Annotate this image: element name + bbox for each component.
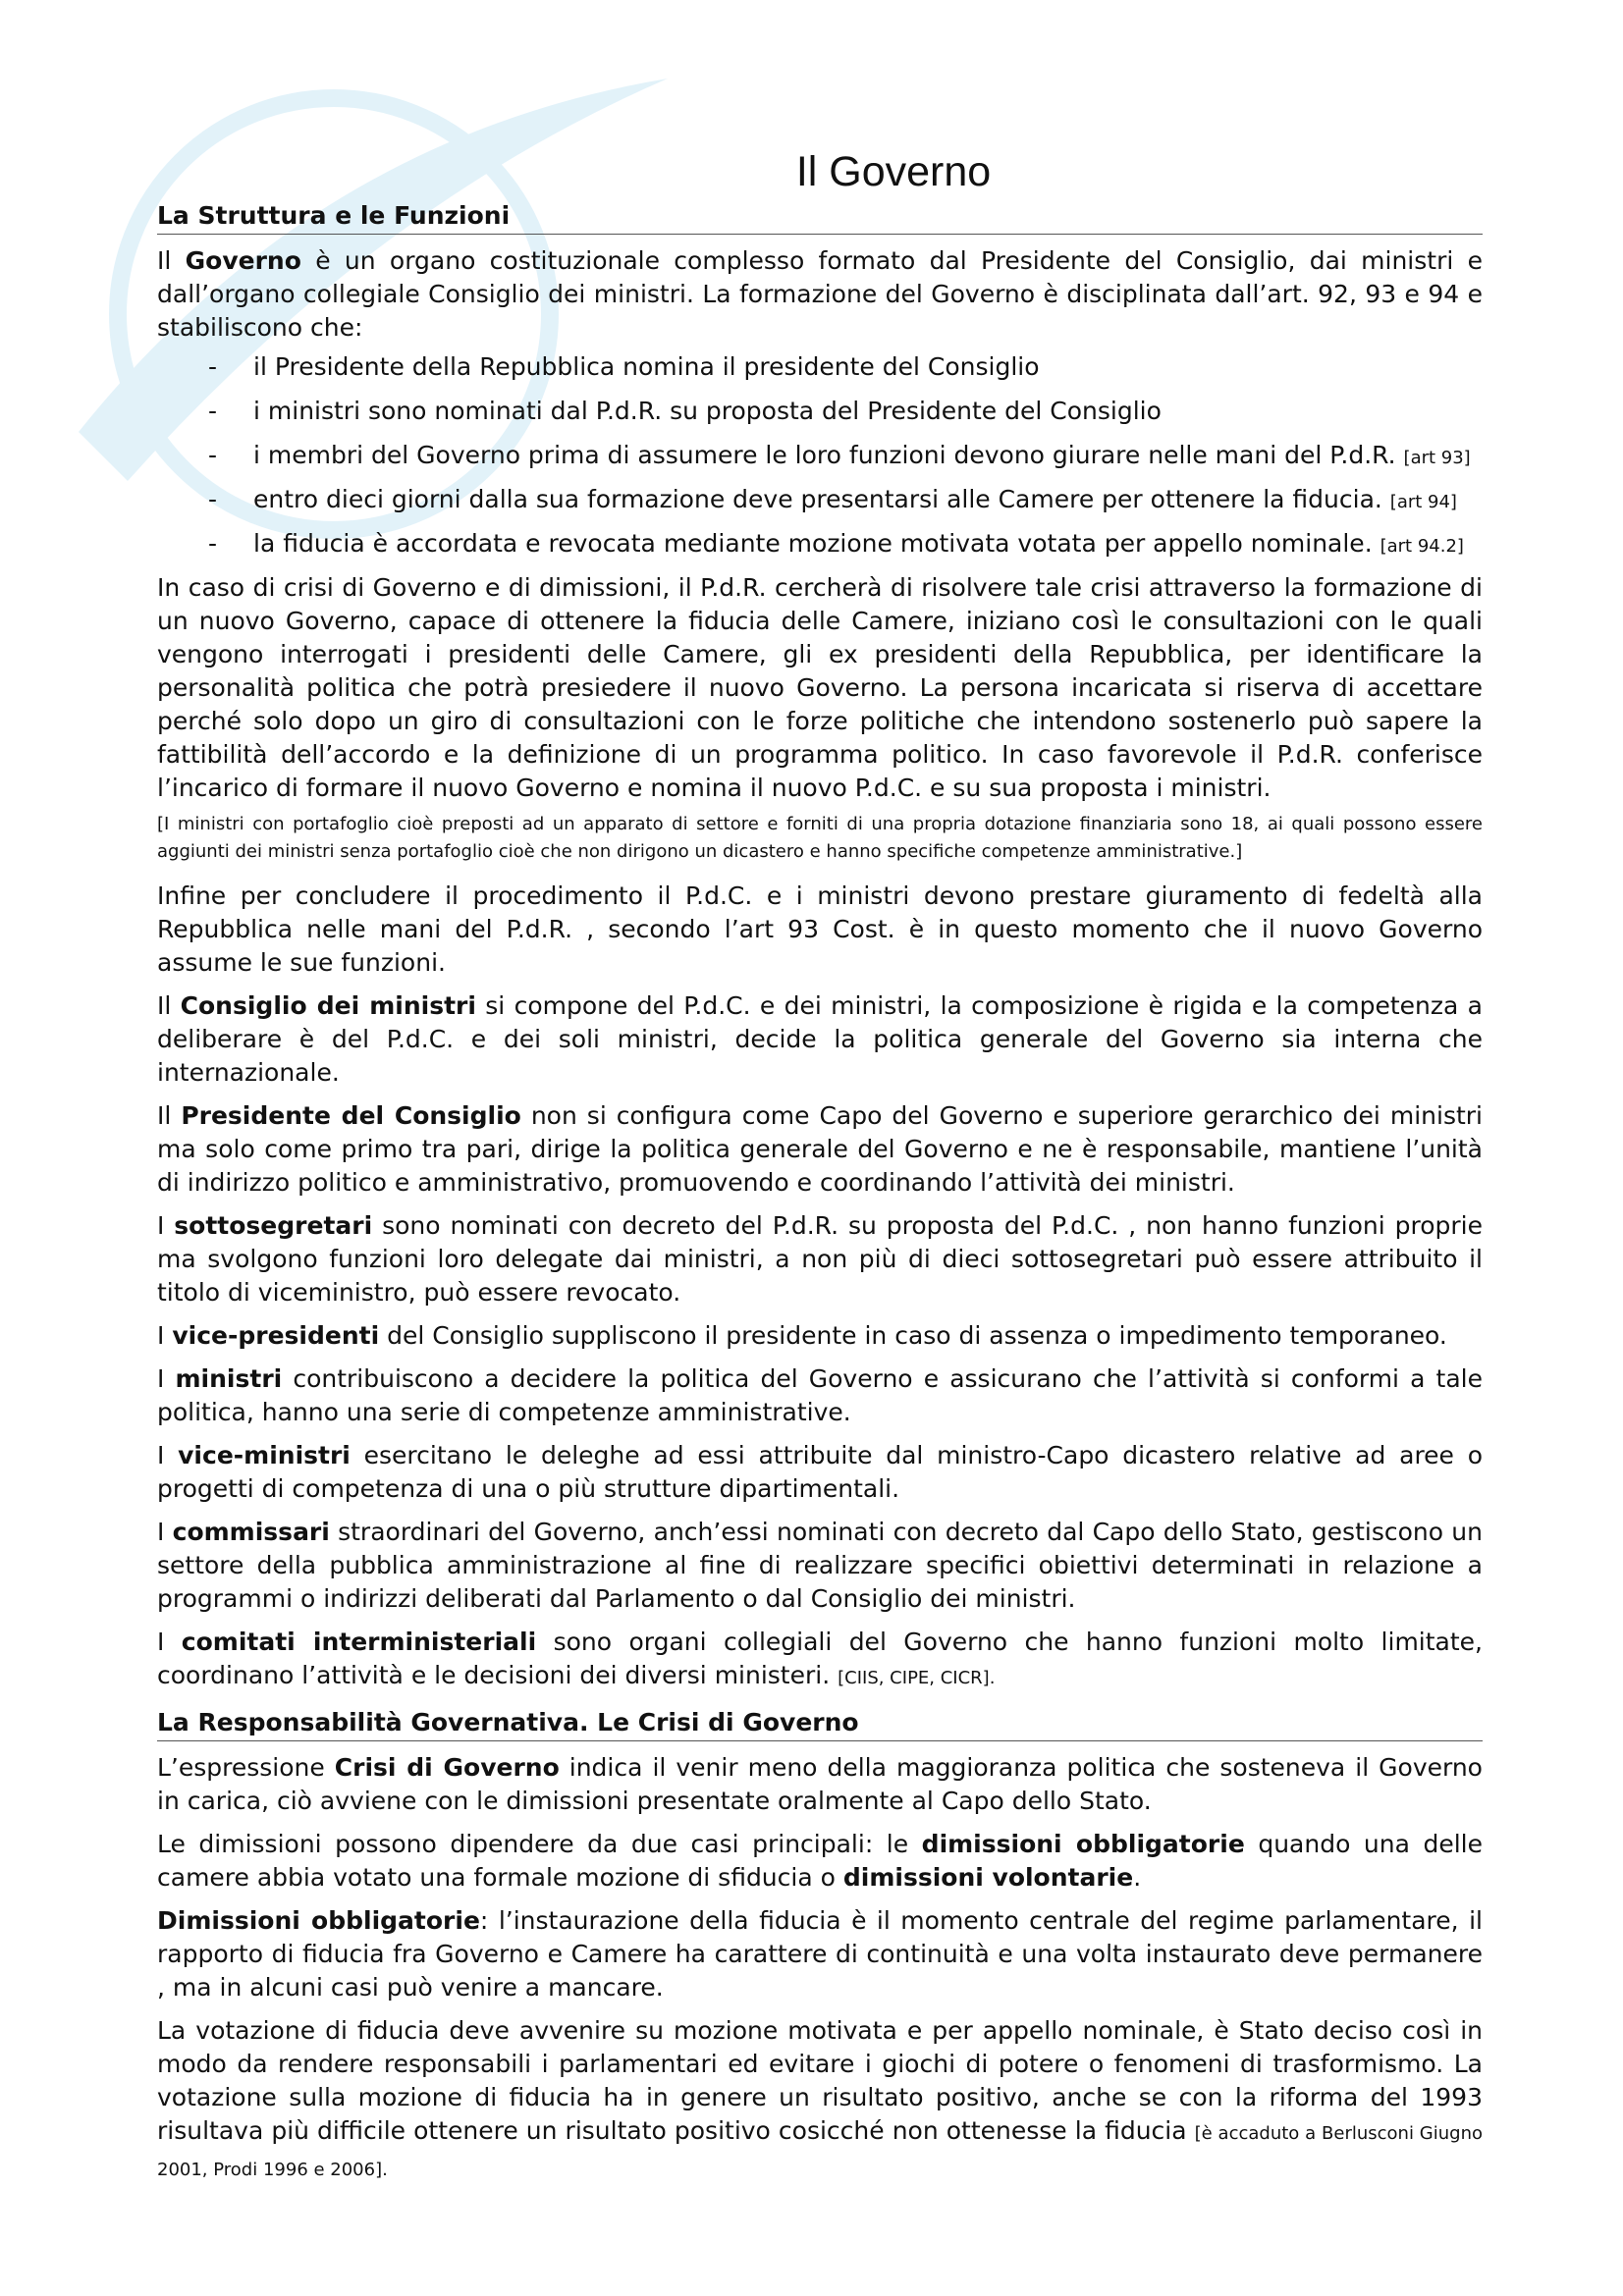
presidente-paragraph: Il Presidente del Consiglio non si configura come Capo del Governo e superiore gerarchico dei ministri ma solo come primo tra pari, dirige la politica generale del Governo e ne è responsabile, mantiene l’unità di indirizzo politico e amministrativo, promuovendo e coordinando l’attività dei ministri. xyxy=(157,1100,1483,1197)
dimissioni-obbligatorie-paragraph: Dimissioni obbligatorie: l’instaurazione della fiducia è il momento centrale del regime parlamentare, il rapporto di fiducia fra Governo e Camere ha carattere di continuità e una volta instaurato deve permanere , ma in alcuni casi può venire a mancare. xyxy=(157,1906,1483,2002)
section-heading-struttura: La Struttura e le Funzioni xyxy=(157,200,1483,235)
ministri-note: [I ministri con portafoglio cioè preposti ad un apparato di settore e forniti di una propria dotazione finanziaria sono 18, ai quali possono essere aggiunti dei ministri senza portafoglio cioè che non dirigono un dicastero e hanno specifiche competenze amministrative.] xyxy=(157,813,1483,862)
consiglio-paragraph: Il Consiglio dei ministri si compone del P.d.C. e dei ministri, la composizione è rigida e la competenza a deliberare è del P.d.C. e dei soli ministri, decide la politica generale del Governo sia interna che internazionale. xyxy=(157,990,1483,1087)
list-item: - il Presidente della Repubblica nomina il presidente del Consiglio xyxy=(208,351,1040,381)
votazione-paragraph: La votazione di fiducia deve avvenire su mozione motivata e per appello nominale, è Stato deciso così in modo da rendere responsabili i parlamentari ed evitare i giochi di potere o fenomeni di trasformismo. La votazione sulla mozione di fiducia ha in genere un risultato positivo, anche se con la riforma del 1993 risultava più difficile ottenere un risultato positivo cosicché non ottenesse la fiducia [è accaduto a Berlusconi Giugno 2001, Prodi 1996 e 2006]. xyxy=(157,2016,1483,2181)
dimissioni-paragraph: Le dimissioni possono dipendere da due casi principali: le dimissioni obbligatorie quando una delle camere abbia votato una formale mozione di sfiducia o dimissioni volontarie. xyxy=(157,1830,1483,1893)
page-title: Il Governo xyxy=(795,148,992,195)
list-item: - la fiducia è accordata e revocata mediante mozione motivata votata per appello nominale. [art 94.2] xyxy=(208,528,1464,558)
document-page xyxy=(157,147,1483,2197)
comitati-paragraph: I comitati interministeriali sono organi collegiali del Governo che hanno funzioni molto limitate, coordinano l’attività e le decisioni dei diversi ministeri. [CIIS, CIPE, CICR]. xyxy=(157,1627,1483,1689)
formation-list xyxy=(157,350,1483,563)
section-heading-responsabilita: La Responsabilità Governativa. Le Crisi di Governo xyxy=(157,1707,1483,1741)
ministri-paragraph: I ministri contribuiscono a decidere la politica del Governo e assicurano che l’attività si conformi a tale politica, hanno una serie di competenze amministrative. xyxy=(157,1363,1483,1426)
list-item: - i ministri sono nominati dal P.d.R. su proposta del Presidente del Consiglio xyxy=(208,396,1162,425)
crisi-definition-paragraph: L’espressione Crisi di Governo indica il venir meno della maggioranza politica che sosteneva il Governo in carica, ciò avviene con le dimissioni presentate oralmente al Capo dello Stato. xyxy=(157,1753,1483,1816)
sottosegretari-paragraph: I sottosegretari sono nominati con decreto del P.d.R. su proposta del P.d.C. , non hanno funzioni proprie ma svolgono funzioni loro delegate dai ministri, a non più di dieci sottosegretari può essere attribuito il titolo di viceministro, può essere revocato. xyxy=(157,1210,1483,1307)
list-item: - entro dieci giorni dalla sua formazione deve presentarsi alle Camere per ottenere la fiducia. [art 94] xyxy=(208,484,1457,513)
commissari-paragraph: I commissari straordinari del Governo, anch’essi nominati con decreto dal Capo dello Stato, gestiscono un settore della pubblica amministrazione al fine di realizzare specifici obiettivi determinati in relazione a programmi o indirizzi deliberati dal Parlamento o dal Consiglio dei ministri. xyxy=(157,1517,1483,1613)
list-item: - i membri del Governo prima di assumere le loro funzioni devono giurare nelle mani del P.d.R. [art 93] xyxy=(208,440,1471,469)
vice-presidenti-paragraph: I vice-presidenti del Consiglio suppliscono il presidente in caso di assenza o impedimento temporaneo. xyxy=(157,1320,1447,1350)
vice-ministri-paragraph: I vice-ministri esercitano le deleghe ad essi attribuite dal ministro-Capo dicastero relative ad aree o progetti di competenza di una o più strutture dipartimentali. xyxy=(157,1440,1483,1503)
oath-paragraph: Infine per concludere il procedimento il P.d.C. e i ministri devono prestare giuramento di fedeltà alla Repubblica nelle mani del P.d.R. , secondo l’art 93 Cost. è in questo momento che il nuovo Governo assume le sue funzioni. xyxy=(157,881,1483,977)
crisis-paragraph: In caso di crisi di Governo e di dimissioni, il P.d.R. cercherà di risolvere tale crisi attraverso la formazione di un nuovo Governo, capace di ottenere la fiducia delle Camere, iniziano così le consultazioni con le quali vengono interrogati i presidenti delle Camere, gli ex presidenti della Repubblica, per identificare la personalità politica che potrà presiedere il nuovo Governo. La persona incaricata si riserva di accettare perché solo dopo un giro di consultazioni con le forze politiche che intendono sostenerlo può sapere la fattibilità dell’accordo e la definizione di un programma politico. In caso favorevole il P.d.R. conferisce l’incarico di formare il nuovo Governo e nomina il nuovo P.d.C. e su sua proposta i ministri. xyxy=(157,572,1483,802)
intro-paragraph: Il Governo è un organo costituzionale complesso formato dal Presidente del Consiglio, dai ministri e dall’organo collegiale Consiglio dei ministri. La formazione del Governo è disciplinata dall’art. 92, 93 e 94 e stabiliscono che: xyxy=(157,245,1483,342)
